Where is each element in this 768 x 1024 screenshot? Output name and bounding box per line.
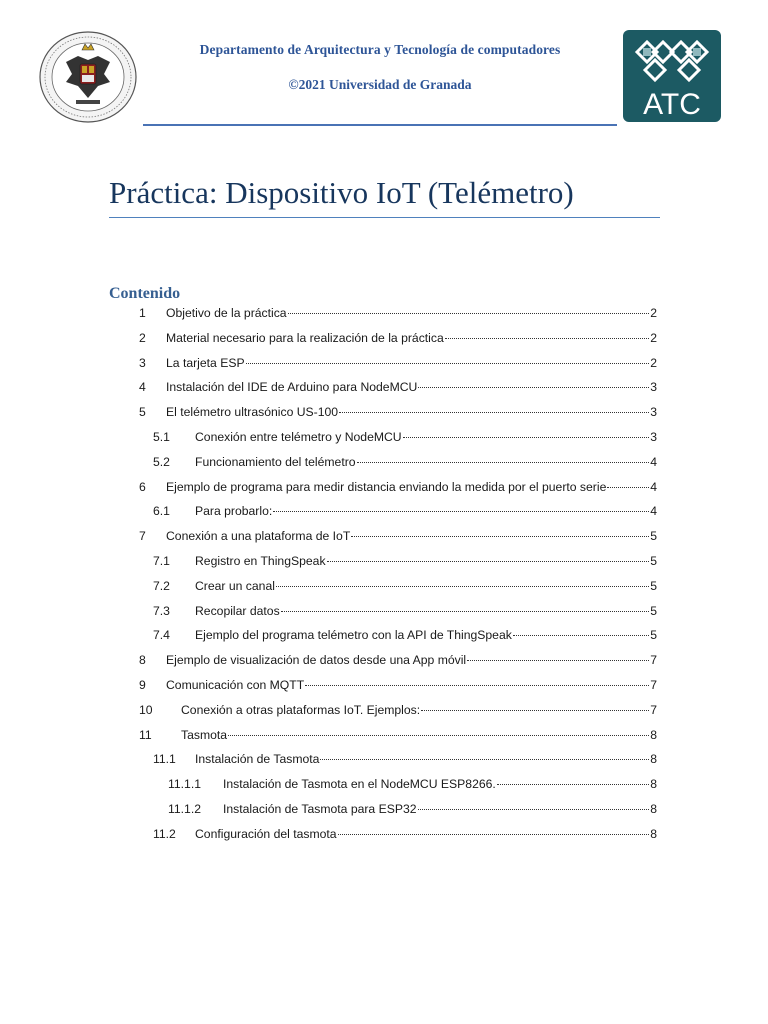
toc-entry-number: 2 xyxy=(139,331,146,345)
toc-leader-dots xyxy=(276,586,649,587)
toc-leader-dots xyxy=(421,710,649,711)
toc-entry-number: 8 xyxy=(139,653,146,667)
toc-entry-label: Instalación de Tasmota en el NodeMCU ESP8266. xyxy=(223,777,496,791)
toc-entry[interactable] xyxy=(153,579,657,599)
toc-entry[interactable] xyxy=(139,728,657,748)
toc-entry-page: 5 xyxy=(650,604,657,618)
toc-entry-number: 6.1 xyxy=(153,504,170,518)
toc-entry-label: Ejemplo de visualización de datos desde una App móvil xyxy=(166,653,467,667)
toc-entry[interactable] xyxy=(139,331,657,351)
toc-entry-number: 7.4 xyxy=(153,628,170,642)
page-header xyxy=(0,0,768,130)
toc-entry-page: 4 xyxy=(650,504,657,518)
toc-entry[interactable] xyxy=(139,529,657,549)
toc-entry[interactable] xyxy=(153,554,657,574)
toc-entry-page: 7 xyxy=(650,653,657,667)
toc-entry-label: Objetivo de la práctica xyxy=(166,306,287,320)
toc-entry[interactable] xyxy=(153,430,657,450)
toc-leader-dots xyxy=(327,561,650,562)
toc-entry-number: 7 xyxy=(139,529,146,543)
toc-leader-dots xyxy=(305,685,649,686)
toc-leader-dots xyxy=(418,809,650,810)
toc-entry-label: Recopilar datos xyxy=(195,604,280,618)
header-divider xyxy=(143,124,617,126)
document-title: Práctica: Dispositivo IoT (Telémetro) xyxy=(109,175,574,210)
toc-entry-page: 8 xyxy=(650,827,657,841)
toc-entry-page: 2 xyxy=(650,356,657,370)
toc-leader-dots xyxy=(228,735,649,736)
toc-entry[interactable] xyxy=(153,752,657,772)
toc-entry[interactable] xyxy=(139,306,657,326)
toc-entry[interactable] xyxy=(139,380,657,400)
toc-leader-dots xyxy=(467,660,649,661)
toc-entry-number: 7.1 xyxy=(153,554,170,568)
toc-entry-label: Conexión entre telémetro y NodeMCU xyxy=(195,430,402,444)
toc-entry[interactable] xyxy=(139,678,657,698)
toc-entry[interactable] xyxy=(153,504,657,524)
toc-entry-page: 3 xyxy=(650,405,657,419)
toc-entry-number: 4 xyxy=(139,380,146,394)
toc-entry-number: 5 xyxy=(139,405,146,419)
toc-entry[interactable] xyxy=(153,628,657,648)
toc-entry[interactable] xyxy=(168,777,657,797)
toc-heading: Contenido xyxy=(109,285,181,302)
toc-leader-dots xyxy=(351,536,649,537)
toc-entry-number: 6 xyxy=(139,480,146,494)
toc-entry-label: Conexión a otras plataformas IoT. Ejemplos: xyxy=(181,703,421,717)
toc-entry-number: 7.3 xyxy=(153,604,170,618)
toc-entry-label: Registro en ThingSpeak xyxy=(195,554,326,568)
toc-leader-dots xyxy=(418,387,649,388)
copyright-text: ©2021 Universidad de Granada xyxy=(288,77,472,92)
toc-entry-page: 7 xyxy=(650,678,657,692)
toc-entry[interactable] xyxy=(139,703,657,723)
toc-entry-number: 11.1 xyxy=(153,752,176,766)
toc-entry-label: Tasmota xyxy=(181,728,228,742)
toc-entry-page: 8 xyxy=(650,802,657,816)
toc-leader-dots xyxy=(338,834,650,835)
toc-entry-label: Instalación de Tasmota xyxy=(195,752,320,766)
toc-leader-dots xyxy=(320,759,649,760)
toc-entry-number: 11.1.1 xyxy=(168,777,201,791)
toc-entry-page: 8 xyxy=(650,777,657,791)
toc-entry-page: 3 xyxy=(650,430,657,444)
toc-entry-number: 11.2 xyxy=(153,827,176,841)
toc-entry-label: Instalación del IDE de Arduino para NodeMCU xyxy=(166,380,418,394)
logo-text: ATC xyxy=(643,88,701,121)
toc-entry-page: 7 xyxy=(650,703,657,717)
toc-entry-page: 5 xyxy=(650,628,657,642)
toc-entry-label: Comunicación con MQTT xyxy=(166,678,305,692)
toc-entry[interactable] xyxy=(139,405,657,425)
toc-entry[interactable] xyxy=(139,653,657,673)
toc-entry-label: Para probarlo: xyxy=(195,504,273,518)
toc-entry-number: 5.2 xyxy=(153,455,170,469)
toc-entry-page: 3 xyxy=(650,380,657,394)
toc-leader-dots xyxy=(288,313,650,314)
toc-entry-number: 3 xyxy=(139,356,146,370)
toc-leader-dots xyxy=(403,437,650,438)
toc-entry-page: 2 xyxy=(650,331,657,345)
toc-entry-label: Ejemplo de programa para medir distancia enviando la medida por el puerto serie xyxy=(166,480,607,494)
toc-entry-label: El telémetro ultrasónico US-100 xyxy=(166,405,339,419)
toc-entry[interactable] xyxy=(153,827,657,847)
atc-logo-icon xyxy=(623,30,721,122)
toc-leader-dots xyxy=(445,338,649,339)
toc-entry-page: 5 xyxy=(650,579,657,593)
toc-entry-page: 8 xyxy=(650,728,657,742)
toc-entry-page: 5 xyxy=(650,529,657,543)
toc-leader-dots xyxy=(339,412,649,413)
toc-entry-number: 7.2 xyxy=(153,579,170,593)
toc-entry[interactable] xyxy=(168,802,657,822)
title-underline xyxy=(109,217,660,218)
university-seal-icon xyxy=(38,30,138,124)
toc-entry-label: Material necesario para la realización de la práctica xyxy=(166,331,444,345)
toc-entry-label: Funcionamiento del telémetro xyxy=(195,455,356,469)
toc-leader-dots xyxy=(513,635,649,636)
toc-entry-number: 11.1.2 xyxy=(168,802,201,816)
toc-leader-dots xyxy=(281,611,650,612)
toc-entry-label: Conexión a una plataforma de IoT xyxy=(166,529,351,543)
toc-leader-dots xyxy=(357,462,650,463)
toc-entry-page: 5 xyxy=(650,554,657,568)
toc-entry-page: 2 xyxy=(650,306,657,320)
toc-entry[interactable] xyxy=(139,356,657,376)
toc-entry-number: 10 xyxy=(139,703,153,717)
toc-entry-label: Instalación de Tasmota para ESP32 xyxy=(223,802,417,816)
toc-entry-number: 11 xyxy=(139,728,152,742)
toc-entry-label: Configuración del tasmota xyxy=(195,827,337,841)
toc-leader-dots xyxy=(497,784,649,785)
toc-entry[interactable] xyxy=(153,604,657,624)
toc-entry-label: Ejemplo del programa telémetro con la API de ThingSpeak xyxy=(195,628,512,642)
toc-entry[interactable] xyxy=(153,455,657,475)
toc-leader-dots xyxy=(273,511,649,512)
toc-entry-number: 1 xyxy=(139,306,146,320)
toc-leader-dots xyxy=(246,363,650,364)
toc-leader-dots xyxy=(607,487,649,488)
toc-entry-page: 4 xyxy=(650,480,657,494)
toc-entry-page: 8 xyxy=(650,752,657,766)
toc-entry-label: La tarjeta ESP xyxy=(166,356,245,370)
toc-entry-page: 4 xyxy=(650,455,657,469)
toc-entry-number: 5.1 xyxy=(153,430,170,444)
toc-entry-label: Crear un canal xyxy=(195,579,275,593)
department-name: Departamento de Arquitectura y Tecnología de computadores xyxy=(199,42,561,57)
toc-entry-number: 9 xyxy=(139,678,146,692)
toc-entry[interactable] xyxy=(139,480,657,500)
